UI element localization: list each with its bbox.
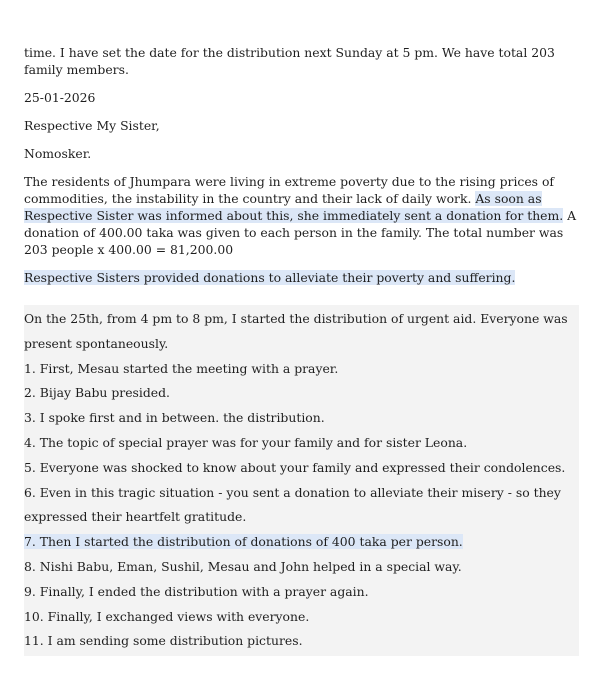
list-item: 9. Finally, I ended the distribution with a prayer again. xyxy=(24,583,369,599)
list-item: 4. The topic of special prayer was for your family and for sister Leona. xyxy=(24,434,468,450)
intro-paragraph: time. I have set the date for the distribution next Sunday at 5 pm. We have total 203 family members. xyxy=(24,45,555,77)
list-item-selected-text: 7. Then I started the distribution of donations of 400 taka per person. xyxy=(24,534,463,550)
list-item: 10. Finally, I exchanged views with everyone. xyxy=(24,608,310,624)
salutation: Respective My Sister, xyxy=(24,118,160,133)
list-item: 3. I spoke first and in between. the distribution. xyxy=(24,410,325,426)
document-body xyxy=(24,44,579,649)
distribution-report xyxy=(24,305,579,656)
letter-date: 25-01-2026 xyxy=(24,90,96,105)
greeting: Nomosker. xyxy=(24,146,92,161)
donation-summary xyxy=(24,269,579,286)
list-item: 11. I am sending some distribution pictures. xyxy=(24,633,303,649)
report-intro: On the 25th, from 4 pm to 8 pm, I started the distribution of urgent aid. Everyone was present spontaneously. xyxy=(24,311,568,351)
list-item: 8. Nishi Babu, Eman, Sushil, Mesau and John helped in a special way. xyxy=(24,558,462,574)
residents-text-start: The residents of Jhumpara were living in extreme poverty due to the rising prices of commodities, the instability in the country and their lack of daily work. xyxy=(24,174,555,206)
list-item: 5. Everyone was shocked to know about your family and expressed their condolences. 6. Even in this tragic situation - you sent a donation to alleviate their misery - so they expressed their heartfelt gratitude. xyxy=(24,459,566,525)
list-item: 1. First, Mesau started the meeting with a prayer. xyxy=(24,360,339,376)
donation-summary-selected-text: Respective Sisters provided donations to alleviate their poverty and suffering. xyxy=(24,270,516,285)
residents-selected-text: As soon as Respective Sister was informed about this, she immediately sent a donation for them. xyxy=(24,191,564,223)
residents-text-end: A donation of 400.00 taka was given to each person in the family. The total number was 203 people x 400.00 = 81,200.00 xyxy=(24,208,577,257)
list-item: 2. Bijay Babu presided. xyxy=(24,385,170,401)
list-item-selected xyxy=(24,530,579,555)
residents-paragraph xyxy=(24,173,579,258)
